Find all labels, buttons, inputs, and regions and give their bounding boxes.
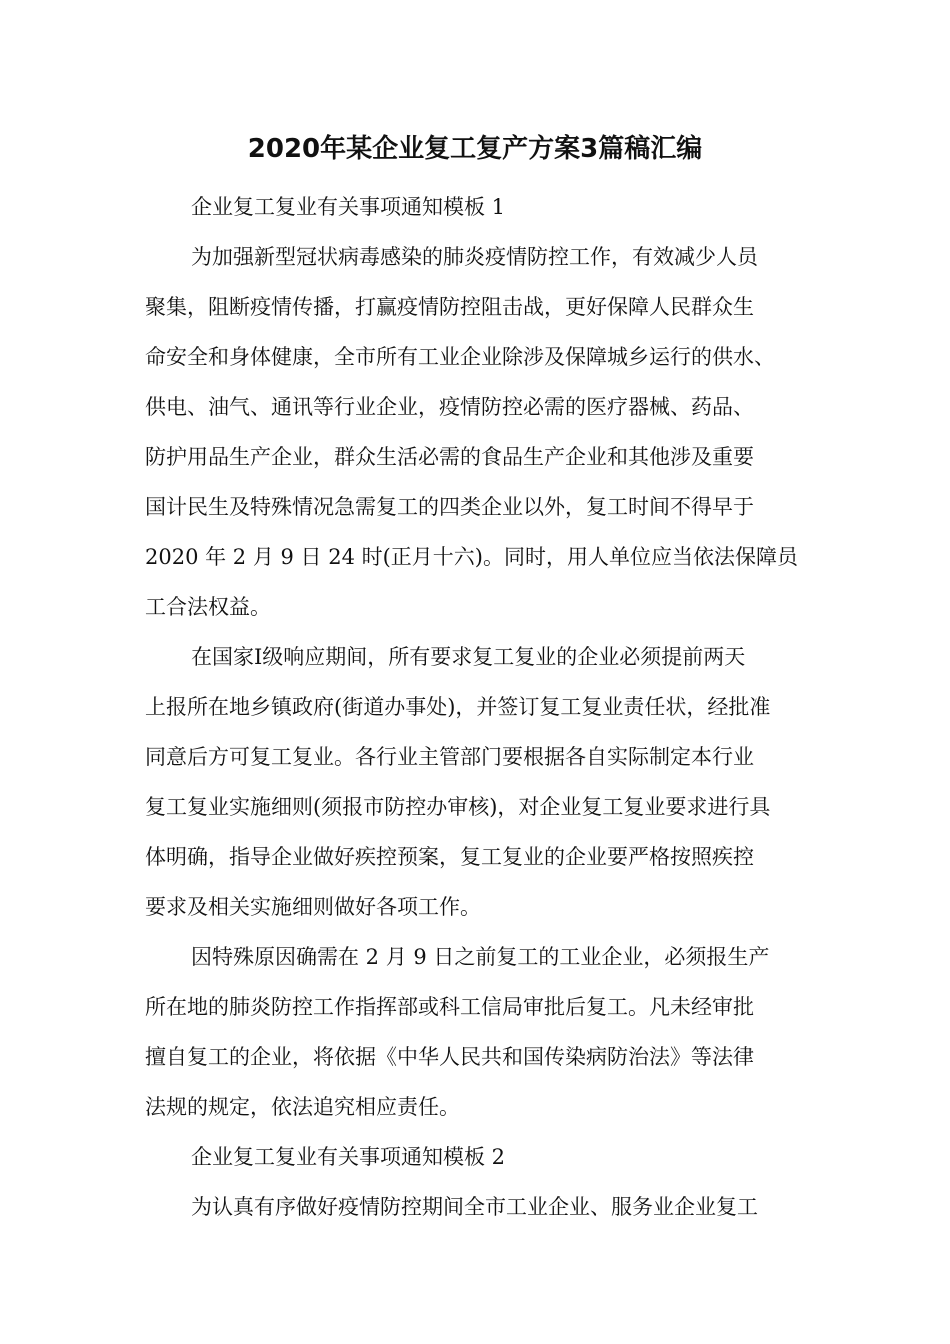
paragraph-3 <box>145 932 815 1132</box>
text-line: 聚集，阻断疫情传播，打赢疫情防控阻击战，更好保障人民群众生 <box>145 295 754 319</box>
text-line: 为加强新型冠状病毒感染的肺炎疫情防控工作，有效减少人员 <box>191 245 758 269</box>
paragraph-2 <box>145 632 815 932</box>
document-title: 2020年某企业复工复产方案3篇稿汇编 <box>247 134 703 164</box>
text-line: 同意后方可复工复业。各行业主管部门要根据各自实际制定本行业 <box>145 745 754 769</box>
text-line: 工合法权益。 <box>145 595 271 619</box>
section-heading-2 <box>145 1132 815 1182</box>
text-line: 命安全和身体健康，全市所有工业企业除涉及保障城乡运行的供水、 <box>145 345 775 369</box>
text-line: 要求及相关实施细则做好各项工作。 <box>145 895 481 919</box>
text-line: 法规的规定，依法追究相应责任。 <box>145 1095 460 1119</box>
document-body <box>145 182 815 1232</box>
text-line: 上报所在地乡镇政府(街道办事处)，并签订复工复业责任状，经批准 <box>145 695 771 719</box>
text-line: 所在地的肺炎防控工作指挥部或科工信局审批后复工。凡未经审批 <box>145 995 754 1019</box>
text-line: 国计民生及特殊情况急需复工的四类企业以外，复工时间不得早于 <box>145 495 754 519</box>
paragraph-4 <box>145 1182 815 1232</box>
text-line: 复工复业实施细则(须报市防控办审核)，对企业复工复业要求进行具 <box>145 795 771 819</box>
text-line: 擅自复工的企业，将依据《中华人民共和国传染病防治法》等法律 <box>145 1045 754 1069</box>
text-line: 体明确，指导企业做好疾控预案，复工复业的企业要严格按照疾控 <box>145 845 754 869</box>
text-line: 在国家Ⅰ级响应期间，所有要求复工复业的企业必须提前两天 <box>191 645 746 669</box>
text-line: 为认真有序做好疫情防控期间全市工业企业、服务业企业复工 <box>191 1195 758 1219</box>
text-line: 因特殊原因确需在 2 月 9 日之前复工的工业企业，必须报生产 <box>191 945 770 969</box>
text-line: 防护用品生产企业，群众生活必需的食品生产企业和其他涉及重要 <box>145 445 754 469</box>
paragraph-1 <box>145 232 815 632</box>
text-line: 企业复工复业有关事项通知模板 2 <box>191 1145 506 1169</box>
text-line: 供电、油气、通讯等行业企业，疫情防控必需的医疗器械、药品、 <box>145 395 754 419</box>
text-line: 企业复工复业有关事项通知模板 1 <box>191 195 506 219</box>
text-line: 2020 年 2 月 9 日 24 时(正月十六)。同时，用人单位应当依法保障员 <box>145 545 798 569</box>
section-heading-1 <box>145 182 815 232</box>
